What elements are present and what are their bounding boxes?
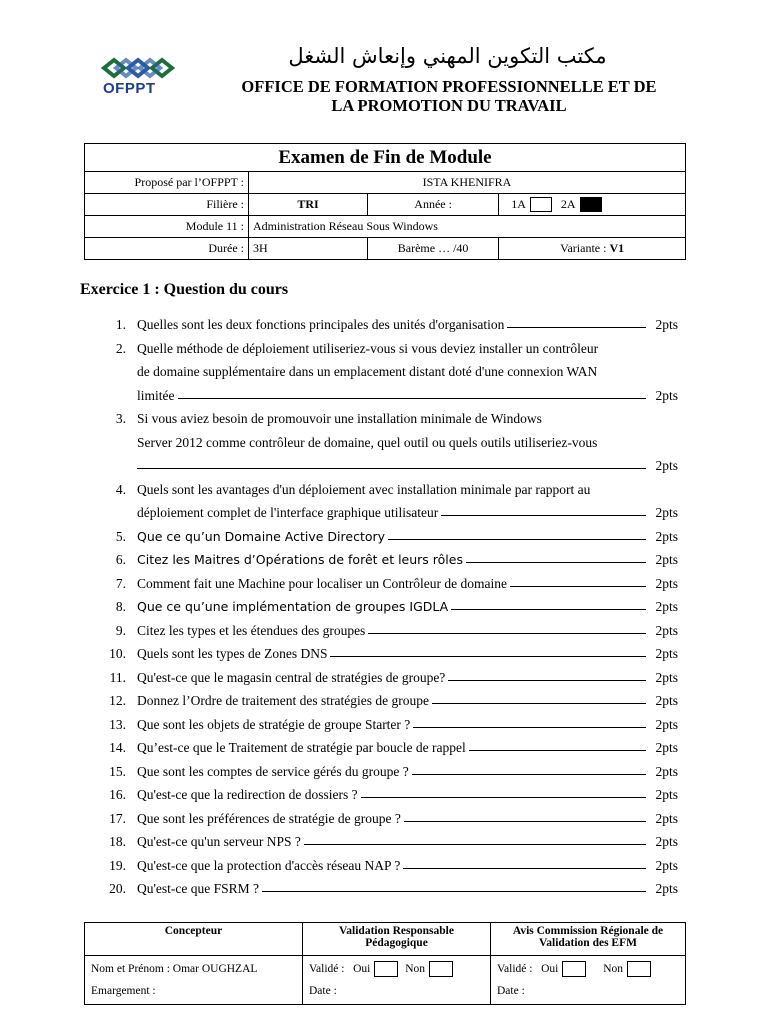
answer-line[interactable] <box>412 774 646 775</box>
annee-2a-checkbox[interactable] <box>580 197 602 212</box>
question-points: 2pts <box>655 716 678 732</box>
question-item <box>88 689 678 713</box>
exam-info-table <box>84 143 686 260</box>
question-points: 2pts <box>655 834 678 849</box>
date-label: Date : <box>309 985 337 997</box>
oui-checkbox[interactable] <box>374 961 398 977</box>
question-points: 2pts <box>655 552 678 567</box>
question-item <box>88 642 678 666</box>
question-points: 2pts <box>655 528 678 544</box>
concepteur-header: Concepteur <box>85 923 303 956</box>
valide-label: Validé : <box>309 963 345 975</box>
question-number: 5. <box>115 528 126 544</box>
answer-line[interactable] <box>404 821 646 822</box>
question-item <box>88 572 678 596</box>
answer-line[interactable] <box>388 539 646 540</box>
answer-line[interactable] <box>507 327 646 328</box>
answer-line[interactable] <box>403 868 646 869</box>
question-item <box>88 619 678 643</box>
question-number: 7. <box>115 575 126 591</box>
question-item <box>88 313 678 337</box>
variante-label: Variante : <box>560 241 607 255</box>
variante-cell <box>499 238 686 260</box>
oui-label: Oui <box>353 963 371 975</box>
question-text: Qu'est-ce que FSRM ? <box>137 881 260 896</box>
question-text: Quels sont les types de Zones DNS <box>137 646 328 661</box>
exam-title: Examen de Fin de Module <box>85 144 686 172</box>
question-number: 4. <box>115 481 126 497</box>
question-item <box>88 525 678 549</box>
question-text: Que ce qu’une implémentation de groupes IGDLA <box>137 599 449 614</box>
question-text: Qu'est-ce que la redirection de dossiers ? <box>137 787 358 802</box>
answer-line[interactable] <box>432 703 646 704</box>
annee-1a-label: 1A <box>511 196 526 211</box>
bareme-label: Barème … /40 <box>368 238 499 260</box>
org-line-2: LA PROMOTION DU TRAVAIL <box>331 96 567 115</box>
question-number: 1. <box>115 317 126 332</box>
answer-line[interactable] <box>304 844 646 845</box>
filiere-value: TRI <box>249 194 368 216</box>
annee-2a-label: 2A <box>560 196 576 211</box>
answer-line[interactable] <box>368 633 646 634</box>
question-points: 2pts <box>655 763 678 779</box>
question-points: 2pts <box>655 881 678 896</box>
emargement-label: Emargement : <box>91 985 156 997</box>
question-number: 2. <box>115 340 126 356</box>
variante-value: V1 <box>609 241 625 255</box>
question-points: 2pts <box>655 693 678 708</box>
question-text: Qu'est-ce que la protection d'accès réseau NAP ? <box>137 857 401 873</box>
question-text: limitée <box>137 387 175 403</box>
question-number: 6. <box>115 552 126 567</box>
question-points: 2pts <box>655 575 678 591</box>
question-item <box>88 830 678 854</box>
question-item <box>88 760 678 784</box>
commission-cell <box>491 956 686 1005</box>
answer-line[interactable] <box>262 891 646 892</box>
answer-line[interactable] <box>448 680 646 681</box>
oui-checkbox[interactable] <box>562 961 586 977</box>
oui-label: Oui <box>541 963 559 975</box>
question-item <box>88 407 678 478</box>
annee-1a-checkbox[interactable] <box>530 197 552 212</box>
answer-line[interactable] <box>469 750 646 751</box>
question-text: Que sont les objets de stratégie de groupe Starter ? <box>137 716 411 732</box>
answer-line[interactable] <box>413 727 646 728</box>
validation-cell <box>303 956 491 1005</box>
question-points: 2pts <box>655 387 678 403</box>
question-points: 2pts <box>655 857 678 873</box>
answer-line[interactable] <box>361 797 646 798</box>
question-text: Quels sont les avantages d'un déploiement avec installation minimale par rapport au <box>137 481 591 497</box>
question-points: 2pts <box>655 669 678 685</box>
non-label: Non <box>405 963 426 975</box>
question-points: 2pts <box>655 740 678 755</box>
question-text: Qu’est-ce que le Traitement de stratégie par boucle de rappel <box>137 740 466 755</box>
question-number: 9. <box>115 622 126 638</box>
answer-line[interactable] <box>330 656 646 657</box>
question-points: 2pts <box>655 599 678 614</box>
question-list <box>88 313 678 901</box>
nom-label: Nom et Prénom : Omar OUGHZAL <box>91 963 258 975</box>
non-label: Non <box>603 963 624 975</box>
question-text: Quelles sont les deux fonctions principales des unités d'organisation <box>137 317 505 332</box>
question-item <box>88 783 678 807</box>
question-number: 10. <box>109 646 126 661</box>
question-text: Server 2012 comme contrôleur de domaine, quel outil ou quels outils utiliseriez-vous <box>137 434 598 450</box>
question-number: 11. <box>109 669 126 685</box>
question-number: 15. <box>109 763 126 779</box>
annee-label: Année : <box>368 194 499 216</box>
question-text: Qu'est-ce qu'un serveur NPS ? <box>137 834 301 849</box>
question-points: 2pts <box>655 505 678 520</box>
concepteur-cell <box>85 956 303 1005</box>
question-points: 2pts <box>655 646 678 661</box>
exercise-title: Exercice 1 : Question du cours <box>80 281 289 298</box>
valide-label: Validé : <box>497 963 533 975</box>
question-text: Si vous aviez besoin de promouvoir une installation minimale de Windows <box>137 411 542 426</box>
question-item <box>88 713 678 737</box>
question-number: 13. <box>109 716 126 732</box>
question-text: Que ce qu’un Domaine Active Directory <box>137 528 386 544</box>
question-text: de domaine supplémentaire dans un emplacement distant doté d'une connexion WAN <box>137 364 598 379</box>
filiere-label: Filière : <box>85 194 249 216</box>
answer-line[interactable] <box>510 586 646 587</box>
question-points: 2pts <box>655 458 678 473</box>
question-item <box>88 736 678 760</box>
question-item <box>88 548 678 572</box>
answer-line[interactable] <box>178 398 647 399</box>
duree-value: 3H <box>249 238 368 260</box>
commission-header: Avis Commission Régionale de Validation des EFM <box>491 923 686 956</box>
question-text: Citez les Maitres d’Opérations de forêt et leurs rôles <box>137 552 463 567</box>
question-points: 2pts <box>655 787 678 802</box>
module-label: Module 11 : <box>85 216 249 238</box>
arabic-title: مكتب التكوين المهني وإنعاش الشغل <box>288 44 607 68</box>
question-number: 19. <box>109 857 126 873</box>
annee-options <box>499 194 686 216</box>
answer-line[interactable] <box>137 468 646 469</box>
validation-header: Validation Responsable Pédagogique <box>303 923 491 956</box>
question-text: déploiement complet de l'interface graphique utilisateur <box>137 505 439 520</box>
org-line-1: OFFICE DE FORMATION PROFESSIONNELLE ET DE <box>241 77 657 96</box>
question-item <box>88 877 678 901</box>
propose-label: Proposé par l’OFPPT : <box>85 172 249 194</box>
question-number: 17. <box>109 810 126 826</box>
question-text: Comment fait une Machine pour localiser un Contrôleur de domaine <box>137 575 508 591</box>
question-number: 18. <box>109 834 126 849</box>
question-number: 8. <box>115 599 126 614</box>
question-item <box>88 666 678 690</box>
logo-text: OFPPT <box>103 80 156 97</box>
question-item <box>88 595 678 619</box>
question-text: Qu'est-ce que le magasin central de stratégies de groupe? <box>137 669 446 685</box>
question-points: 2pts <box>655 810 678 826</box>
organization-title <box>216 77 682 115</box>
validation-table <box>84 922 686 1005</box>
propose-value: ISTA KHENIFRA <box>249 172 686 194</box>
answer-line[interactable] <box>441 515 646 516</box>
module-value: Administration Réseau Sous Windows <box>249 216 686 238</box>
question-text: Que sont les préférences de stratégie de groupe ? <box>137 810 401 826</box>
question-points: 2pts <box>655 317 678 332</box>
question-number: 20. <box>109 881 126 896</box>
question-number: 12. <box>109 693 126 708</box>
non-checkbox[interactable] <box>429 961 453 977</box>
question-points: 2pts <box>655 622 678 638</box>
question-item <box>88 807 678 831</box>
question-item <box>88 337 678 408</box>
date-label: Date : <box>497 985 525 997</box>
question-text: Citez les types et les étendues des groupes <box>137 622 366 638</box>
question-item <box>88 854 678 878</box>
answer-line[interactable] <box>466 562 646 563</box>
question-text: Quelle méthode de déploiement utiliseriez-vous si vous deviez installer un contrôleur <box>137 340 599 356</box>
question-number: 14. <box>109 740 126 755</box>
question-number: 16. <box>109 787 126 802</box>
question-text: Donnez l’Ordre de traitement des stratégies de groupe <box>137 693 430 708</box>
duree-label: Durée : <box>85 238 249 260</box>
non-checkbox[interactable] <box>627 961 651 977</box>
answer-line[interactable] <box>451 609 646 610</box>
question-text: Que sont les comptes de service gérés du groupe ? <box>137 763 409 779</box>
question-item <box>88 478 678 525</box>
question-number: 3. <box>115 411 126 426</box>
